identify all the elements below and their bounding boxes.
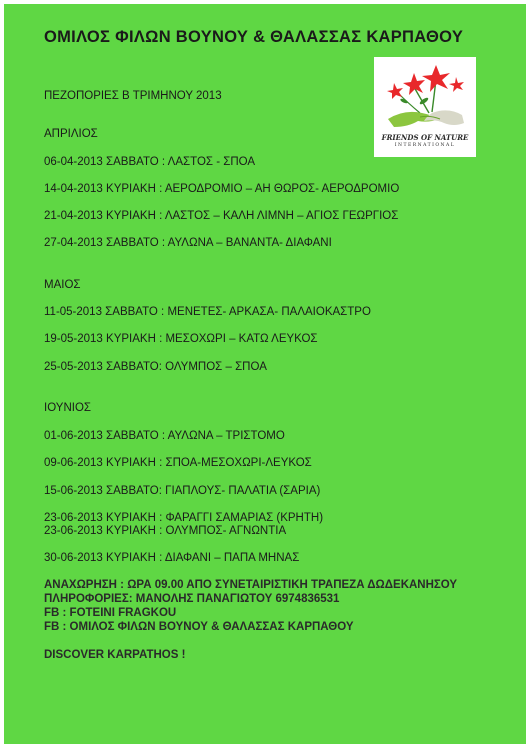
departure-info: ΑΝΑΧΩΡΗΣΗ : ΩΡΑ 09.00 ΑΠΟ ΣΥΝΕΤΑΙΡΙΣΤΙΚΗ ΤΡΑΠΕΖΑ ΔΩΔΕΚΑΝΗΣΟΥ bbox=[44, 579, 458, 591]
hike-item: 15-06-2013 ΣΑΒΒΑΤΟ: ΓΙΑΠΛΟΥΣ- ΠΑΛΑΤΙΑ (ΣΑΡΙΑ) bbox=[44, 485, 321, 497]
contact-info: ΠΛΗΡΟΦΟΡΙΕΣ: ΜΑΝΟΛΗΣ ΠΑΝΑΓΙΩΤΟΥ 6974836531 bbox=[44, 593, 340, 605]
hike-item: 27-04-2013 ΣΑΒΒΑΤΟ : ΑΥΛΩΝΑ – ΒΑΝΑΝΤΑ- ΔΙΑΦΑΝΙ bbox=[44, 237, 332, 249]
poster-subtitle: ΠΕΖΟΠΟΡΙΕΣ Β ΤΡΙΜΗΝΟΥ 2013 bbox=[44, 90, 222, 102]
hike-item: 25-05-2013 ΣΑΒΒΑΤΟ: ΟΛΥΜΠΟΣ – ΣΠΟΑ bbox=[44, 361, 267, 373]
friends-of-nature-logo bbox=[374, 57, 476, 157]
month-heading-june: ΙΟΥΝΙΟΣ bbox=[44, 402, 91, 414]
hike-item: 23-06-2013 ΚΥΡΙΑΚΗ : ΦΑΡΑΓΓΙ ΣΑΜΑΡΙΑΣ (ΚΡΗΤΗ) bbox=[44, 512, 324, 524]
hike-item: 01-06-2013 ΣΑΒΒΑΤΟ : ΑΥΛΩΝΑ – ΤΡΙΣΤΟΜΟ bbox=[44, 430, 285, 442]
poster bbox=[4, 4, 526, 744]
month-heading-may: ΜΑΙΟΣ bbox=[44, 279, 81, 291]
slogan: DISCOVER KARPATHOS ! bbox=[44, 649, 186, 661]
hike-item: 30-06-2013 ΚΥΡΙΑΚΗ : ΔΙΑΦΑΝΙ – ΠΑΠΑ ΜΗΝΑΣ bbox=[44, 552, 300, 564]
hike-item: 19-05-2013 ΚΥΡΙΑΚΗ : ΜΕΣΟΧΩΡΙ – ΚΑΤΩ ΛΕΥΚΟΣ bbox=[44, 333, 318, 345]
hike-item: 21-04-2013 ΚΥΡΙΑΚΗ : ΛΑΣΤΟΣ – ΚΑΛΗ ΛΙΜΝΗ – ΑΓΙΟΣ ΓΕΩΡΓΙΟΣ bbox=[44, 210, 399, 222]
logo-text: FRIENDS OF NATURE bbox=[381, 133, 469, 142]
hike-item: 06-04-2013 ΣΑΒΒΑΤΟ : ΛΑΣΤΟΣ - ΣΠΟΑ bbox=[44, 156, 256, 168]
hike-item: 14-04-2013 ΚΥΡΙΑΚΗ : ΑΕΡΟΔΡΟΜΙΟ – ΑΗ ΘΩΡΟΣ- ΑΕΡΟΔΡΟΜΙΟ bbox=[44, 183, 400, 195]
hike-item: 09-06-2013 ΚΥΡΙΑΚΗ : ΣΠΟΑ-ΜΕΣΟΧΩΡΙ-ΛΕΥΚΟΣ bbox=[44, 457, 312, 469]
hike-item: 11-05-2013 ΣΑΒΒΑΤΟ : ΜΕΝΕΤΕΣ- ΑΡΚΑΣΑ- ΠΑΛΑΙΟΚΑΣΤΡΟ bbox=[44, 306, 371, 318]
hike-item: 23-06-2013 ΚΥΡΙΑΚΗ : ΟΛΥΜΠΟΣ- ΑΓΝΩΝΤΙΑ bbox=[44, 525, 287, 537]
facebook-group: FB : ΟΜΙΛΟΣ ΦΙΛΩΝ ΒΟΥΝΟΥ & ΘΑΛΑΣΣΑΣ ΚΑΡΠΑΘΟΥ bbox=[44, 621, 354, 633]
logo-subtext: INTERNATIONAL bbox=[394, 143, 456, 148]
month-heading-april: ΑΠΡΙΛΙΟΣ bbox=[44, 128, 98, 140]
poster-title: ΟΜΙΛΟΣ ΦΙΛΩΝ ΒΟΥΝΟΥ & ΘΑΛΑΣΣΑΣ ΚΑΡΠΑΘΟΥ bbox=[44, 28, 464, 46]
facebook-contact: FB : FOTEINI FRAGKOU bbox=[44, 607, 177, 619]
flower-hands-icon bbox=[374, 57, 476, 137]
